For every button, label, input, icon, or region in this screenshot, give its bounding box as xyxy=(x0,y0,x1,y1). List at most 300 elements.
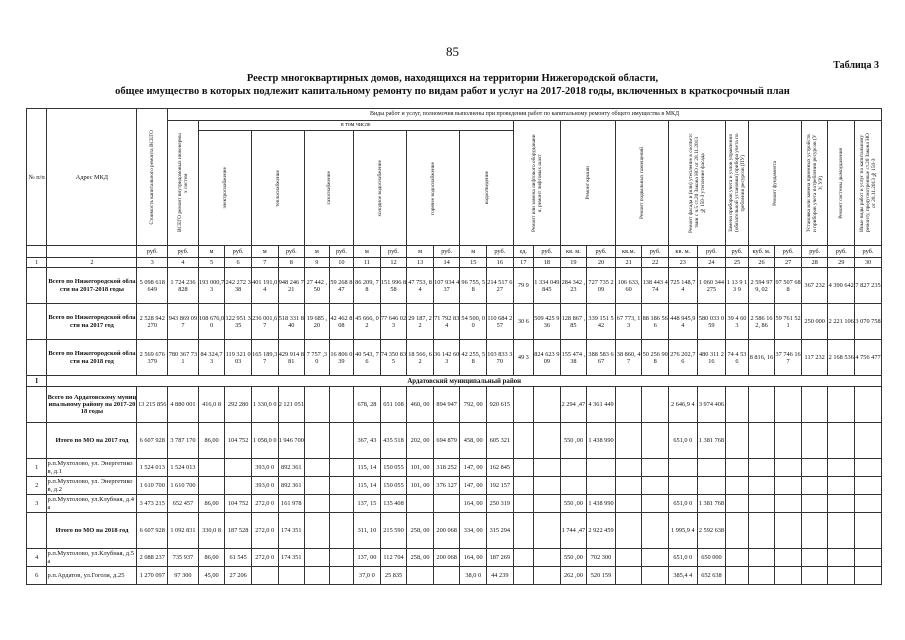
row-value: 147, 00 xyxy=(460,459,487,477)
row-value: 96 755, 58 xyxy=(460,268,487,304)
district-num: I xyxy=(27,376,47,387)
row-value: 780 367 731 xyxy=(168,340,199,376)
row-value xyxy=(560,477,587,495)
row-value: 4 756 477 xyxy=(855,340,882,376)
row-value xyxy=(278,567,305,585)
total-row xyxy=(27,304,882,340)
row-value: 84 324,7 3 xyxy=(198,340,225,376)
column-number-cell: 24 xyxy=(697,258,726,268)
row-value xyxy=(775,495,802,513)
row-value: 1 438 990 xyxy=(587,495,616,513)
row-value xyxy=(801,459,828,477)
row-value: 13 215 856 xyxy=(137,387,168,423)
column-number-cell: 9 xyxy=(305,258,330,268)
total-row xyxy=(27,387,882,423)
row-value xyxy=(726,423,748,459)
row-value: 150 055 xyxy=(380,477,407,495)
row-num xyxy=(27,304,47,340)
row-value: 77 646 023 xyxy=(380,304,407,340)
row-value: 678, 28 xyxy=(354,387,381,423)
column-number-cell: 16 xyxy=(487,258,514,268)
row-value: 45 666, 02 xyxy=(354,304,381,340)
row-value: 137, 15 xyxy=(354,495,381,513)
row-value xyxy=(251,567,278,585)
row-value xyxy=(198,477,225,495)
row-value: 27 206 xyxy=(225,567,252,585)
row-value: 1 270 097 xyxy=(137,567,168,585)
row-value: 725 148,7 4 xyxy=(668,268,697,304)
row-value: 550 ,00 xyxy=(560,549,587,567)
unit-cell: руб. xyxy=(225,246,252,258)
row-value: 88 186 566 xyxy=(642,304,669,340)
row-value xyxy=(775,387,802,423)
row-value xyxy=(513,495,533,513)
row-value xyxy=(697,477,726,495)
row-value xyxy=(615,495,642,513)
row-value xyxy=(433,567,460,585)
row-value: 920 615 xyxy=(487,387,514,423)
row-value: 37,0 0 xyxy=(354,567,381,585)
title-line-1: Реестр многоквартирных домов, находящихся на территории Нижегородской области, xyxy=(246,73,659,84)
row-value: 29 187, 22 xyxy=(407,304,434,340)
table-row xyxy=(27,567,882,585)
unit-cell: кв. м. xyxy=(560,246,587,258)
column-number-cell: 22 xyxy=(642,258,669,268)
row-value: 38 860, 47 xyxy=(615,340,642,376)
row-value xyxy=(668,459,697,477)
column-number-cell: 17 xyxy=(513,258,533,268)
row-value: 318 252 xyxy=(433,459,460,477)
row-value: 39 4 60 3 xyxy=(726,304,748,340)
row-value: 1 610 700 xyxy=(137,477,168,495)
unit-cell: руб. xyxy=(855,246,882,258)
row-value: 1 524 013 xyxy=(168,459,199,477)
column-number-cell: 25 xyxy=(726,258,748,268)
row-value xyxy=(748,459,775,477)
registry-table xyxy=(26,108,882,585)
unit-cell: м xyxy=(251,246,278,258)
row-value xyxy=(534,495,561,513)
row-value: 115, 14 xyxy=(354,477,381,495)
row-value: 8 816, 16 xyxy=(748,340,775,376)
row-value: 2 592 638 xyxy=(697,513,726,549)
row-value xyxy=(642,567,669,585)
row-value: 122 951 335 xyxy=(225,304,252,340)
row-value xyxy=(748,549,775,567)
row-value: 651,0 0 xyxy=(668,495,697,513)
column-number-cell: 15 xyxy=(460,258,487,268)
row-value xyxy=(726,549,748,567)
row-address: Итого по МО на 2018 год xyxy=(47,513,137,549)
row-value xyxy=(726,513,748,549)
row-value: 429 914 881 xyxy=(278,340,305,376)
row-value: 652 638 xyxy=(697,567,726,585)
row-value: 5 098 618 649 xyxy=(137,268,168,304)
row-value: 97 507 688 xyxy=(775,268,802,304)
title-line-2: общее имущество в которых подлежит капитальному ремонту по видам работ и услуг на 2017-2018 годы, включенных в краткосрочный план xyxy=(115,86,790,97)
row-address: р.п.Мухтолово, ул.Клубная, д.4 а xyxy=(47,495,137,513)
row-value: 27 442 ,50 xyxy=(305,268,330,304)
row-value: 236 001,6 7 xyxy=(251,304,278,340)
row-value: 54 500, 00 xyxy=(460,304,487,340)
row-value: 272,0 0 xyxy=(251,513,278,549)
row-value: 1 524 013 xyxy=(137,459,168,477)
row-value xyxy=(801,387,828,423)
header-incl: в том числе xyxy=(198,121,513,131)
row-value xyxy=(534,477,561,495)
row-value xyxy=(305,495,330,513)
column-number-cell: 10 xyxy=(329,258,354,268)
row-value: 258, 00 xyxy=(407,513,434,549)
unit-cell: руб. xyxy=(380,246,407,258)
row-value xyxy=(828,549,855,567)
header-hot: горячее водоснабжение xyxy=(430,161,437,215)
row-value: 651 108 xyxy=(380,387,407,423)
row-value xyxy=(433,495,460,513)
row-value: 18 566, 62 xyxy=(407,340,434,376)
row-value: 47 753, 84 xyxy=(407,268,434,304)
row-value xyxy=(855,567,882,585)
row-value: 250 000 xyxy=(801,304,828,340)
row-value: 4 361 449 xyxy=(587,387,616,423)
row-num: 2 xyxy=(27,477,47,495)
header-electro: электроснабжение xyxy=(221,167,228,209)
unit-cell xyxy=(27,246,47,258)
row-value xyxy=(642,513,669,549)
row-value: 550 ,00 xyxy=(560,423,587,459)
unit-cell: руб. xyxy=(137,246,168,258)
row-value xyxy=(329,459,354,477)
row-value xyxy=(726,459,748,477)
row-value xyxy=(615,387,642,423)
row-value xyxy=(513,459,533,477)
column-number-cell: 2 xyxy=(47,258,137,268)
row-value: 200 068 xyxy=(433,549,460,567)
row-value xyxy=(855,477,882,495)
column-number-cell: 19 xyxy=(560,258,587,268)
row-value: 187 269 xyxy=(487,549,514,567)
header-cost-total: Стоимость капитального ремонта ВСЕГО xyxy=(149,129,156,225)
row-num xyxy=(27,387,47,423)
row-value: 42 255, 58 xyxy=(460,340,487,376)
row-value: 138 443 474 xyxy=(642,268,669,304)
row-num: 4 xyxy=(27,549,47,567)
total-row xyxy=(27,513,882,549)
row-value: 161 978 xyxy=(278,495,305,513)
column-number-cell: 13 xyxy=(407,258,434,268)
column-number-cell: 7 xyxy=(251,258,278,268)
row-value: 117 232 xyxy=(801,340,828,376)
column-number-cell: 6 xyxy=(225,258,252,268)
row-value: 1 330,0 0 xyxy=(251,387,278,423)
row-value: 128 867 ,85 xyxy=(560,304,587,340)
row-value: 1 438 990 xyxy=(587,423,616,459)
row-value xyxy=(855,387,882,423)
row-value: 59 268 847 xyxy=(329,268,354,304)
row-value: 3 473 215 xyxy=(137,495,168,513)
row-value: 276 202,7 6 xyxy=(668,340,697,376)
row-value: 119 321 003 xyxy=(225,340,252,376)
row-value: 2 569 676 379 xyxy=(137,340,168,376)
row-value xyxy=(828,459,855,477)
table-row xyxy=(27,477,882,495)
row-value: 74 350 835 xyxy=(380,340,407,376)
row-value: 200 068 xyxy=(433,513,460,549)
column-number-cell: 11 xyxy=(354,258,381,268)
row-value: 1 058,0 0 xyxy=(251,423,278,459)
row-value: 214 517 627 xyxy=(487,268,514,304)
row-value xyxy=(642,423,669,459)
row-value: 110 684 257 xyxy=(487,304,514,340)
row-value: 19 685 ,20 xyxy=(305,304,330,340)
row-value: 193 000,7 3 xyxy=(198,268,225,304)
row-value: 30 6 xyxy=(513,304,533,340)
row-value: 1 092 831 xyxy=(168,513,199,549)
row-value xyxy=(828,567,855,585)
row-value xyxy=(615,549,642,567)
header-heat: теплоснабжение xyxy=(275,169,281,207)
row-value xyxy=(329,477,354,495)
row-value xyxy=(828,495,855,513)
row-value: 792, 00 xyxy=(460,387,487,423)
row-value xyxy=(642,459,669,477)
row-value: 86 209, 78 xyxy=(354,268,381,304)
table-row xyxy=(27,549,882,567)
row-value: 40 543, 76 xyxy=(354,340,381,376)
row-value: 38,0 0 xyxy=(460,567,487,585)
row-value: 334, 00 xyxy=(460,513,487,549)
row-value: 79 9 xyxy=(513,268,533,304)
row-value: 330,0 8 xyxy=(198,513,225,549)
row-value xyxy=(855,495,882,513)
row-value: 71 792 834 xyxy=(433,304,460,340)
row-value: 518 331 840 xyxy=(278,304,305,340)
unit-cell: м xyxy=(198,246,225,258)
row-value: 101, 00 xyxy=(407,459,434,477)
row-value: 339 151 542 xyxy=(587,304,616,340)
column-number-cell: 4 xyxy=(168,258,199,268)
row-value: 115, 14 xyxy=(354,459,381,477)
column-number-cell: 21 xyxy=(615,258,642,268)
row-value xyxy=(305,567,330,585)
header-facade: Ремонт фасада и (или) утепление в соответствии с ч.5 ст.20 Закона НО от 28.11.2013 №159-З утепление фасада xyxy=(688,133,707,233)
row-value: 2 528 942 270 xyxy=(137,304,168,340)
header-meters2: Установка или замена приемных устройств и приборов учета потребления ресурсов (УУ, УР) xyxy=(805,134,824,232)
row-value xyxy=(329,549,354,567)
row-value: 242 272 338 xyxy=(225,268,252,304)
row-value xyxy=(855,513,882,549)
unit-cell: руб. xyxy=(487,246,514,258)
row-value: 1 334 049 845 xyxy=(534,268,561,304)
row-value: 103 833 370 xyxy=(487,340,514,376)
row-value: 137, 00 xyxy=(354,549,381,567)
row-value: 2 646,9 4 xyxy=(668,387,697,423)
row-value: 155 474 ,38 xyxy=(560,340,587,376)
row-value: 2 294 ,47 xyxy=(560,387,587,423)
row-value: 192 157 xyxy=(487,477,514,495)
header-meters: Замена приборов учета и узлов управления (обязательной установки) прибора учета потребления ресурсов (ПУ) xyxy=(727,133,746,233)
column-number-cell: 14 xyxy=(433,258,460,268)
header-eng-total: ВСЕГО ремонт внутридомовых инженерных систем xyxy=(176,133,189,233)
unit-cell: руб. xyxy=(329,246,354,258)
row-value: 1 946 700 xyxy=(278,423,305,459)
row-value xyxy=(407,495,434,513)
row-value: 651,0 0 xyxy=(668,423,697,459)
row-value xyxy=(534,549,561,567)
row-address: Всего по Нижегородской области на 2017-2018 годы xyxy=(47,268,137,304)
row-value: 6 607 928 xyxy=(137,423,168,459)
row-value: 202, 00 xyxy=(407,423,434,459)
row-value: 284 342 ,23 xyxy=(560,268,587,304)
row-value: 74 4 53 6 xyxy=(726,340,748,376)
row-value xyxy=(305,459,330,477)
row-address: р.п.Мухтолово, ул.Клубная, д.5 а xyxy=(47,549,137,567)
row-value xyxy=(329,423,354,459)
row-value: 509 425 936 xyxy=(534,304,561,340)
row-value: 2 168 536 xyxy=(828,340,855,376)
unit-cell: руб. xyxy=(534,246,561,258)
row-value xyxy=(642,477,669,495)
row-value xyxy=(828,387,855,423)
row-value: 735 937 xyxy=(168,549,199,567)
row-value: 727 735 209 xyxy=(587,268,616,304)
header-basement: Ремонт подвальных помещений xyxy=(638,147,645,219)
row-value xyxy=(329,387,354,423)
row-value: 435 518 xyxy=(380,423,407,459)
total-row xyxy=(27,423,882,459)
row-num xyxy=(27,423,47,459)
row-value: 97 300 xyxy=(168,567,199,585)
row-value: 150 055 xyxy=(380,459,407,477)
column-number-cell: 26 xyxy=(748,258,775,268)
row-value xyxy=(828,513,855,549)
row-value: 520 159 xyxy=(587,567,616,585)
row-value xyxy=(305,549,330,567)
row-value xyxy=(225,477,252,495)
row-value: 1 381 768 xyxy=(697,495,726,513)
row-value: 401 191,0 4 xyxy=(251,268,278,304)
header-other: Иные виды работ и услуг по капитальному ремонту, предусмотренные ст.20 Закона НО от 28.11.2013 №159-З xyxy=(859,133,878,233)
row-value xyxy=(775,477,802,495)
row-value xyxy=(801,567,828,585)
row-value xyxy=(697,459,726,477)
row-value: 448 945,9 4 xyxy=(668,304,697,340)
row-value: 174 351 xyxy=(278,513,305,549)
row-value: 2 121 051 xyxy=(278,387,305,423)
unit-cell: куб. м. xyxy=(748,246,775,258)
row-value: 49 3 xyxy=(513,340,533,376)
column-number-row xyxy=(27,258,882,268)
row-value: 106 633, 60 xyxy=(615,268,642,304)
row-value: 187 528 xyxy=(225,513,252,549)
column-number-cell: 29 xyxy=(828,258,855,268)
row-value: 3 787 170 xyxy=(168,423,199,459)
row-value: 367 232 xyxy=(801,268,828,304)
table-row xyxy=(27,459,882,477)
column-number-cell: 5 xyxy=(198,258,225,268)
row-value: 393,0 0 xyxy=(251,459,278,477)
row-value xyxy=(534,387,561,423)
row-value xyxy=(305,423,330,459)
row-value xyxy=(855,423,882,459)
row-num: 1 xyxy=(27,459,47,477)
row-value xyxy=(855,459,882,477)
row-num xyxy=(27,340,47,376)
row-value xyxy=(329,495,354,513)
column-number-cell: 3 xyxy=(137,258,168,268)
row-value: 25 835 xyxy=(380,567,407,585)
row-value xyxy=(775,513,802,549)
column-number-cell: 20 xyxy=(587,258,616,268)
row-value xyxy=(305,477,330,495)
row-value: 894 947 xyxy=(433,387,460,423)
row-value xyxy=(726,567,748,585)
row-value: 7 827 235 xyxy=(855,268,882,304)
row-value: 824 623 909 xyxy=(534,340,561,376)
row-value xyxy=(748,567,775,585)
unit-cell: руб. xyxy=(168,246,199,258)
unit-cell: м xyxy=(407,246,434,258)
unit-cell: м xyxy=(305,246,330,258)
row-value xyxy=(642,549,669,567)
row-value: 44 239 xyxy=(487,567,514,585)
row-value: 61 545 xyxy=(225,549,252,567)
row-value xyxy=(748,513,775,549)
row-value: 37 746 167 xyxy=(775,340,802,376)
row-value xyxy=(560,459,587,477)
row-address: Всего по Нижегородской области на 2018 год xyxy=(47,340,137,376)
row-value: 651,0 0 xyxy=(668,549,697,567)
row-value: 2 922 459 xyxy=(587,513,616,549)
row-value: 416,0 8 xyxy=(198,387,225,423)
column-number-cell: 27 xyxy=(775,258,802,268)
row-value: 107 934 437 xyxy=(433,268,460,304)
row-value xyxy=(587,459,616,477)
row-value xyxy=(775,423,802,459)
row-value: 16 806 039 xyxy=(329,340,354,376)
row-value: 1 724 236 828 xyxy=(168,268,199,304)
column-number-cell: 1 xyxy=(27,258,47,268)
row-address: р.п.Мухтолово, ул. Энергетиков, д.2 xyxy=(47,477,137,495)
row-value xyxy=(513,549,533,567)
row-value: 1 060 344 275 xyxy=(697,268,726,304)
row-value: 86,00 xyxy=(198,495,225,513)
row-value: 104 752 xyxy=(225,423,252,459)
row-value: 262 ,00 xyxy=(560,567,587,585)
header-num: № п/п xyxy=(27,109,47,246)
column-number-cell: 12 xyxy=(380,258,407,268)
row-value: 6 607 928 xyxy=(137,513,168,549)
district-row xyxy=(27,376,882,387)
row-value: 174 351 xyxy=(278,549,305,567)
row-value: 165 189,3 7 xyxy=(251,340,278,376)
row-value: 104 752 xyxy=(225,495,252,513)
row-address: Всего по Нижегородской области на 2017 год xyxy=(47,304,137,340)
row-value: 458, 00 xyxy=(460,423,487,459)
row-value: 147, 00 xyxy=(460,477,487,495)
header-cold: холодное водоснабжение xyxy=(377,159,384,217)
row-value xyxy=(305,387,330,423)
row-value: 1 381 768 xyxy=(697,423,726,459)
row-value xyxy=(615,477,642,495)
row-value xyxy=(801,495,828,513)
row-value: 605 321 xyxy=(487,423,514,459)
header-group: Виды работ и услуг, полномочия выполнены при проведении работ по капитальному ремонту общего имущества в МКД xyxy=(168,109,882,121)
row-value: 385,4 4 xyxy=(668,567,697,585)
row-value: 1 610 700 xyxy=(168,477,199,495)
row-value xyxy=(828,477,855,495)
row-value: 3 070 758 xyxy=(855,304,882,340)
